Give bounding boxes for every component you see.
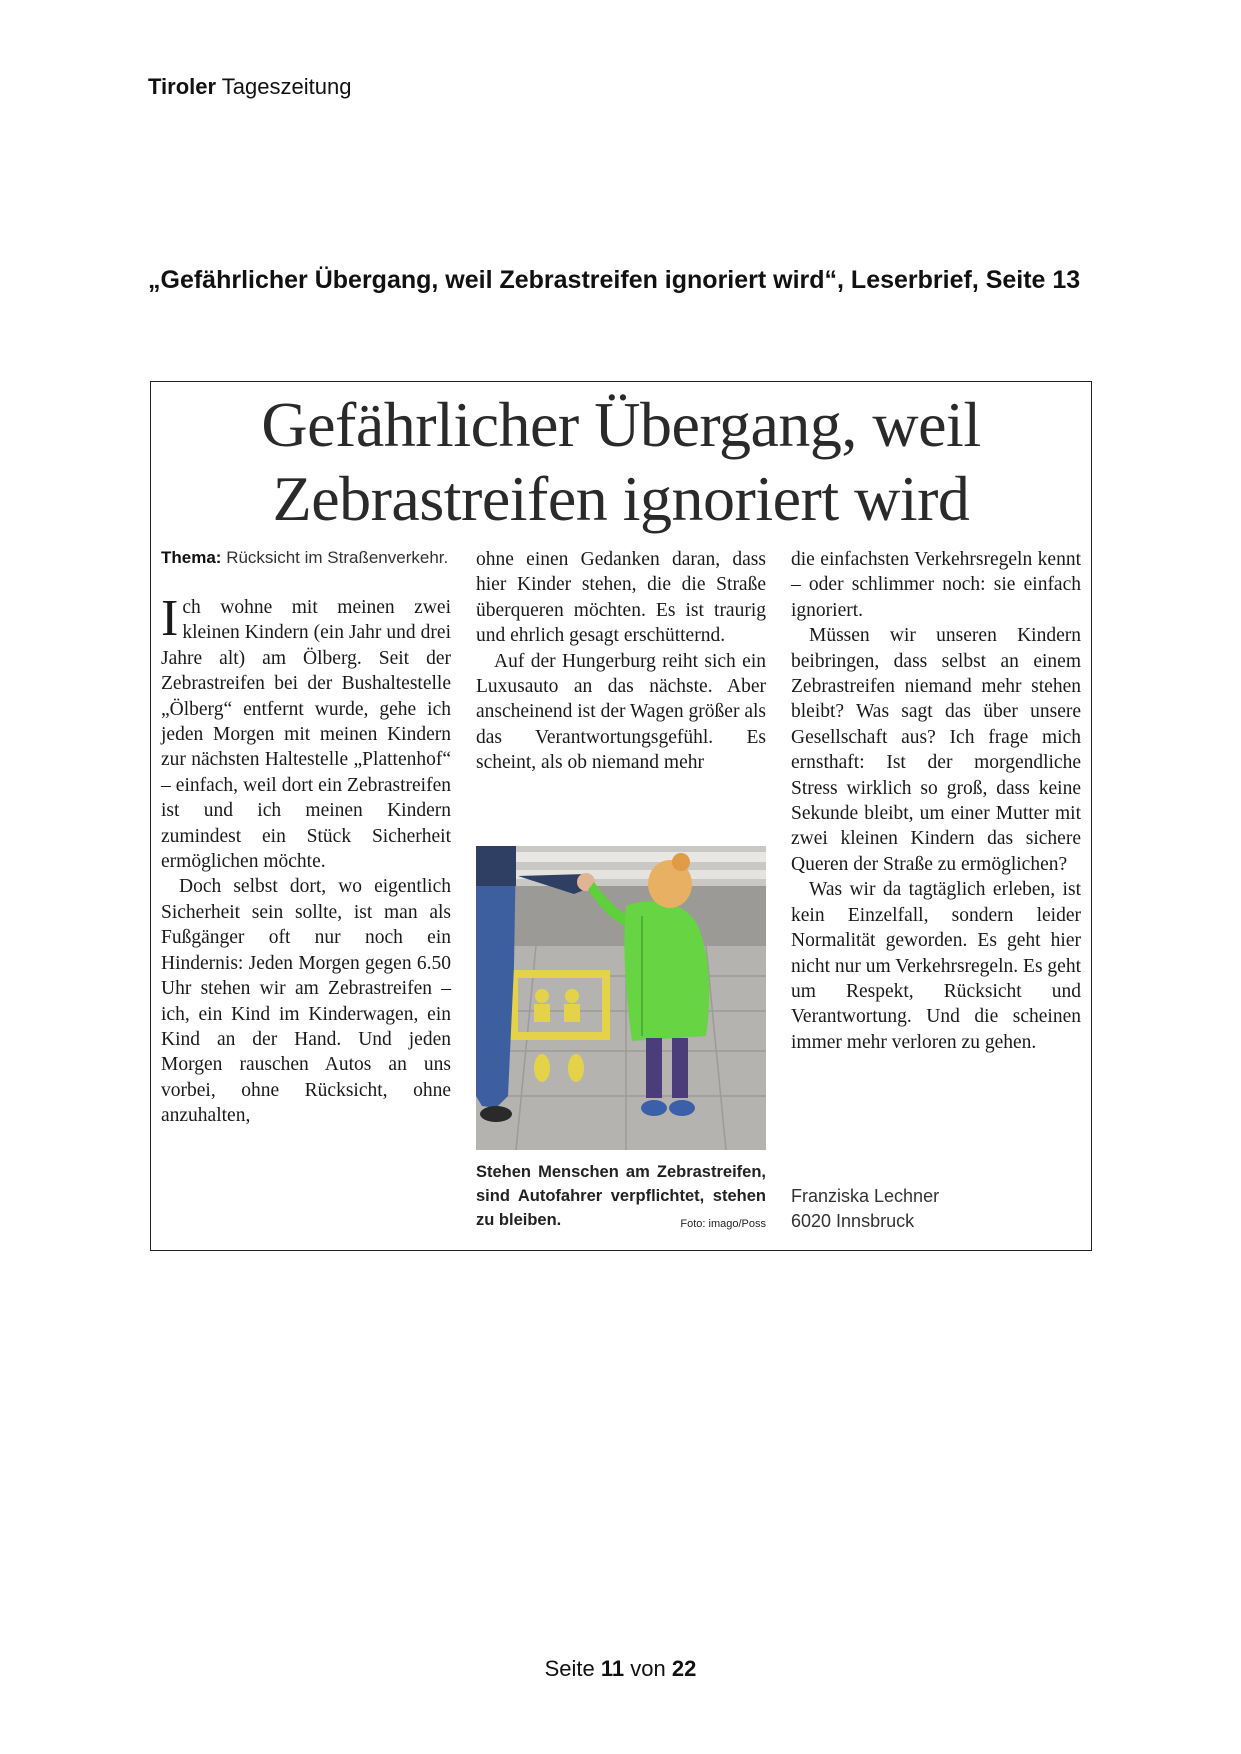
paragraph — [161, 590, 451, 874]
crosswalk-photo-illustration — [476, 846, 766, 1150]
headline-line-1: Gefährlicher Übergang, weil — [261, 389, 981, 460]
thema-line — [161, 547, 451, 569]
page-footer — [0, 1656, 1241, 1682]
photo-caption — [476, 1160, 766, 1236]
drop-cap: I — [161, 590, 179, 647]
article-column-3 — [791, 547, 1081, 1055]
author-name: Franziska Lechner — [791, 1186, 940, 1206]
paragraph: Müssen wir unseren Kindern beibringen, dass selbst an einem Zebrastreifen niemand mehr stehen bleibt? Was sagt das über unsere Gesellschaft aus? Ich frage mich ernsthaft: Ist der morgendliche Stress wirklich so groß, dass keine Sekunde bleibt, um einer Mutter mit zwei kleinen Kindern das sichere Queren der Straße zu ermöglichen? — [791, 625, 1081, 875]
page-number: 11 — [600, 1656, 625, 1681]
article-clipping — [150, 381, 1092, 1251]
headline-line-2: Zebrastreifen ignoriert wird — [272, 463, 970, 534]
article-column-2 — [476, 547, 766, 776]
paragraph: Doch selbst dort, wo eigentlich Sicherheit sein sollte, ist man als Fußgänger oft nur noch ein Hindernis: Jeden Morgen gegen 6.50 Uhr stehen wir am Zebrastreifen – ich, ein Kind im Kinderwagen, ein Kind an der Hand. Und jeden Morgen rauschen Autos an uns vorbei, ohne Rücksicht, ohne anzuhalten, — [161, 876, 451, 1127]
brand-bold: Tiroler — [148, 74, 217, 99]
paragraph: ohne einen Gedanken daran, dass hier Kinder stehen, die die Straße überqueren möchten. Es ist traurig und ehrlich gesagt erschütternd. — [476, 549, 766, 647]
author-city: 6020 Innsbruck — [791, 1211, 915, 1231]
caption-text: Stehen Menschen am Zebrastreifen, sind Autofahrer verpflichtet, stehen zu bleiben. — [476, 1163, 766, 1229]
page-total: 22 — [671, 1656, 697, 1681]
paragraph-text: ch wohne mit meinen zwei kleinen Kindern (ein Jahr und drei Jahre alt) am Ölberg. Seit der Zebrastreifen bei der Bushaltestelle „Ölberg“ entfernt wurde, gehe ich jeden Morgen mit meinen Kindern zur nächsten Haltestelle „Plattenhof“ – einfach, weil dort ein Zebrastreifen ist und ich meinen Kindern zumindest ein Stück Sicherheit ermöglichen möchte. — [161, 597, 451, 873]
thema-label: Thema: — [161, 548, 222, 567]
article-photo — [476, 846, 766, 1150]
paragraph: Auf der Hungerburg reiht sich ein Luxusauto an das nächste. Aber anscheinend ist der Wagen größer als das Verantwortungsgefühl. Es scheint, als ob niemand mehr — [476, 650, 766, 774]
page-of: von — [630, 1656, 666, 1681]
photo-credit: Foto: imago/Poss — [680, 1218, 766, 1230]
author-signature — [791, 1184, 1081, 1234]
article-headline — [151, 388, 1091, 536]
thema-text: Rücksicht im Straßenverkehr. — [226, 548, 449, 567]
article-column-1 — [161, 547, 451, 1129]
paragraph: Was wir da tagtäglich erleben, ist kein Einzelfall, sondern leider Normalität geworden. Es geht hier nicht nur um Verkehrsregeln. Es geht um Respekt, Rücksicht und Verantwortung. Und die scheinen immer mehr verloren zu gehen. — [791, 879, 1081, 1053]
document-title: „Gefährlicher Übergang, weil Zebrastreifen ignoriert wird“, Leserbrief, Seite 13 — [148, 266, 1081, 294]
brand-rest: Tageszeitung — [221, 74, 352, 99]
newspaper-header — [148, 74, 351, 100]
page-prefix: Seite — [544, 1656, 595, 1681]
paragraph: die einfachsten Verkehrsregeln kennt – oder schlimmer noch: sie einfach ignoriert. — [791, 549, 1081, 621]
